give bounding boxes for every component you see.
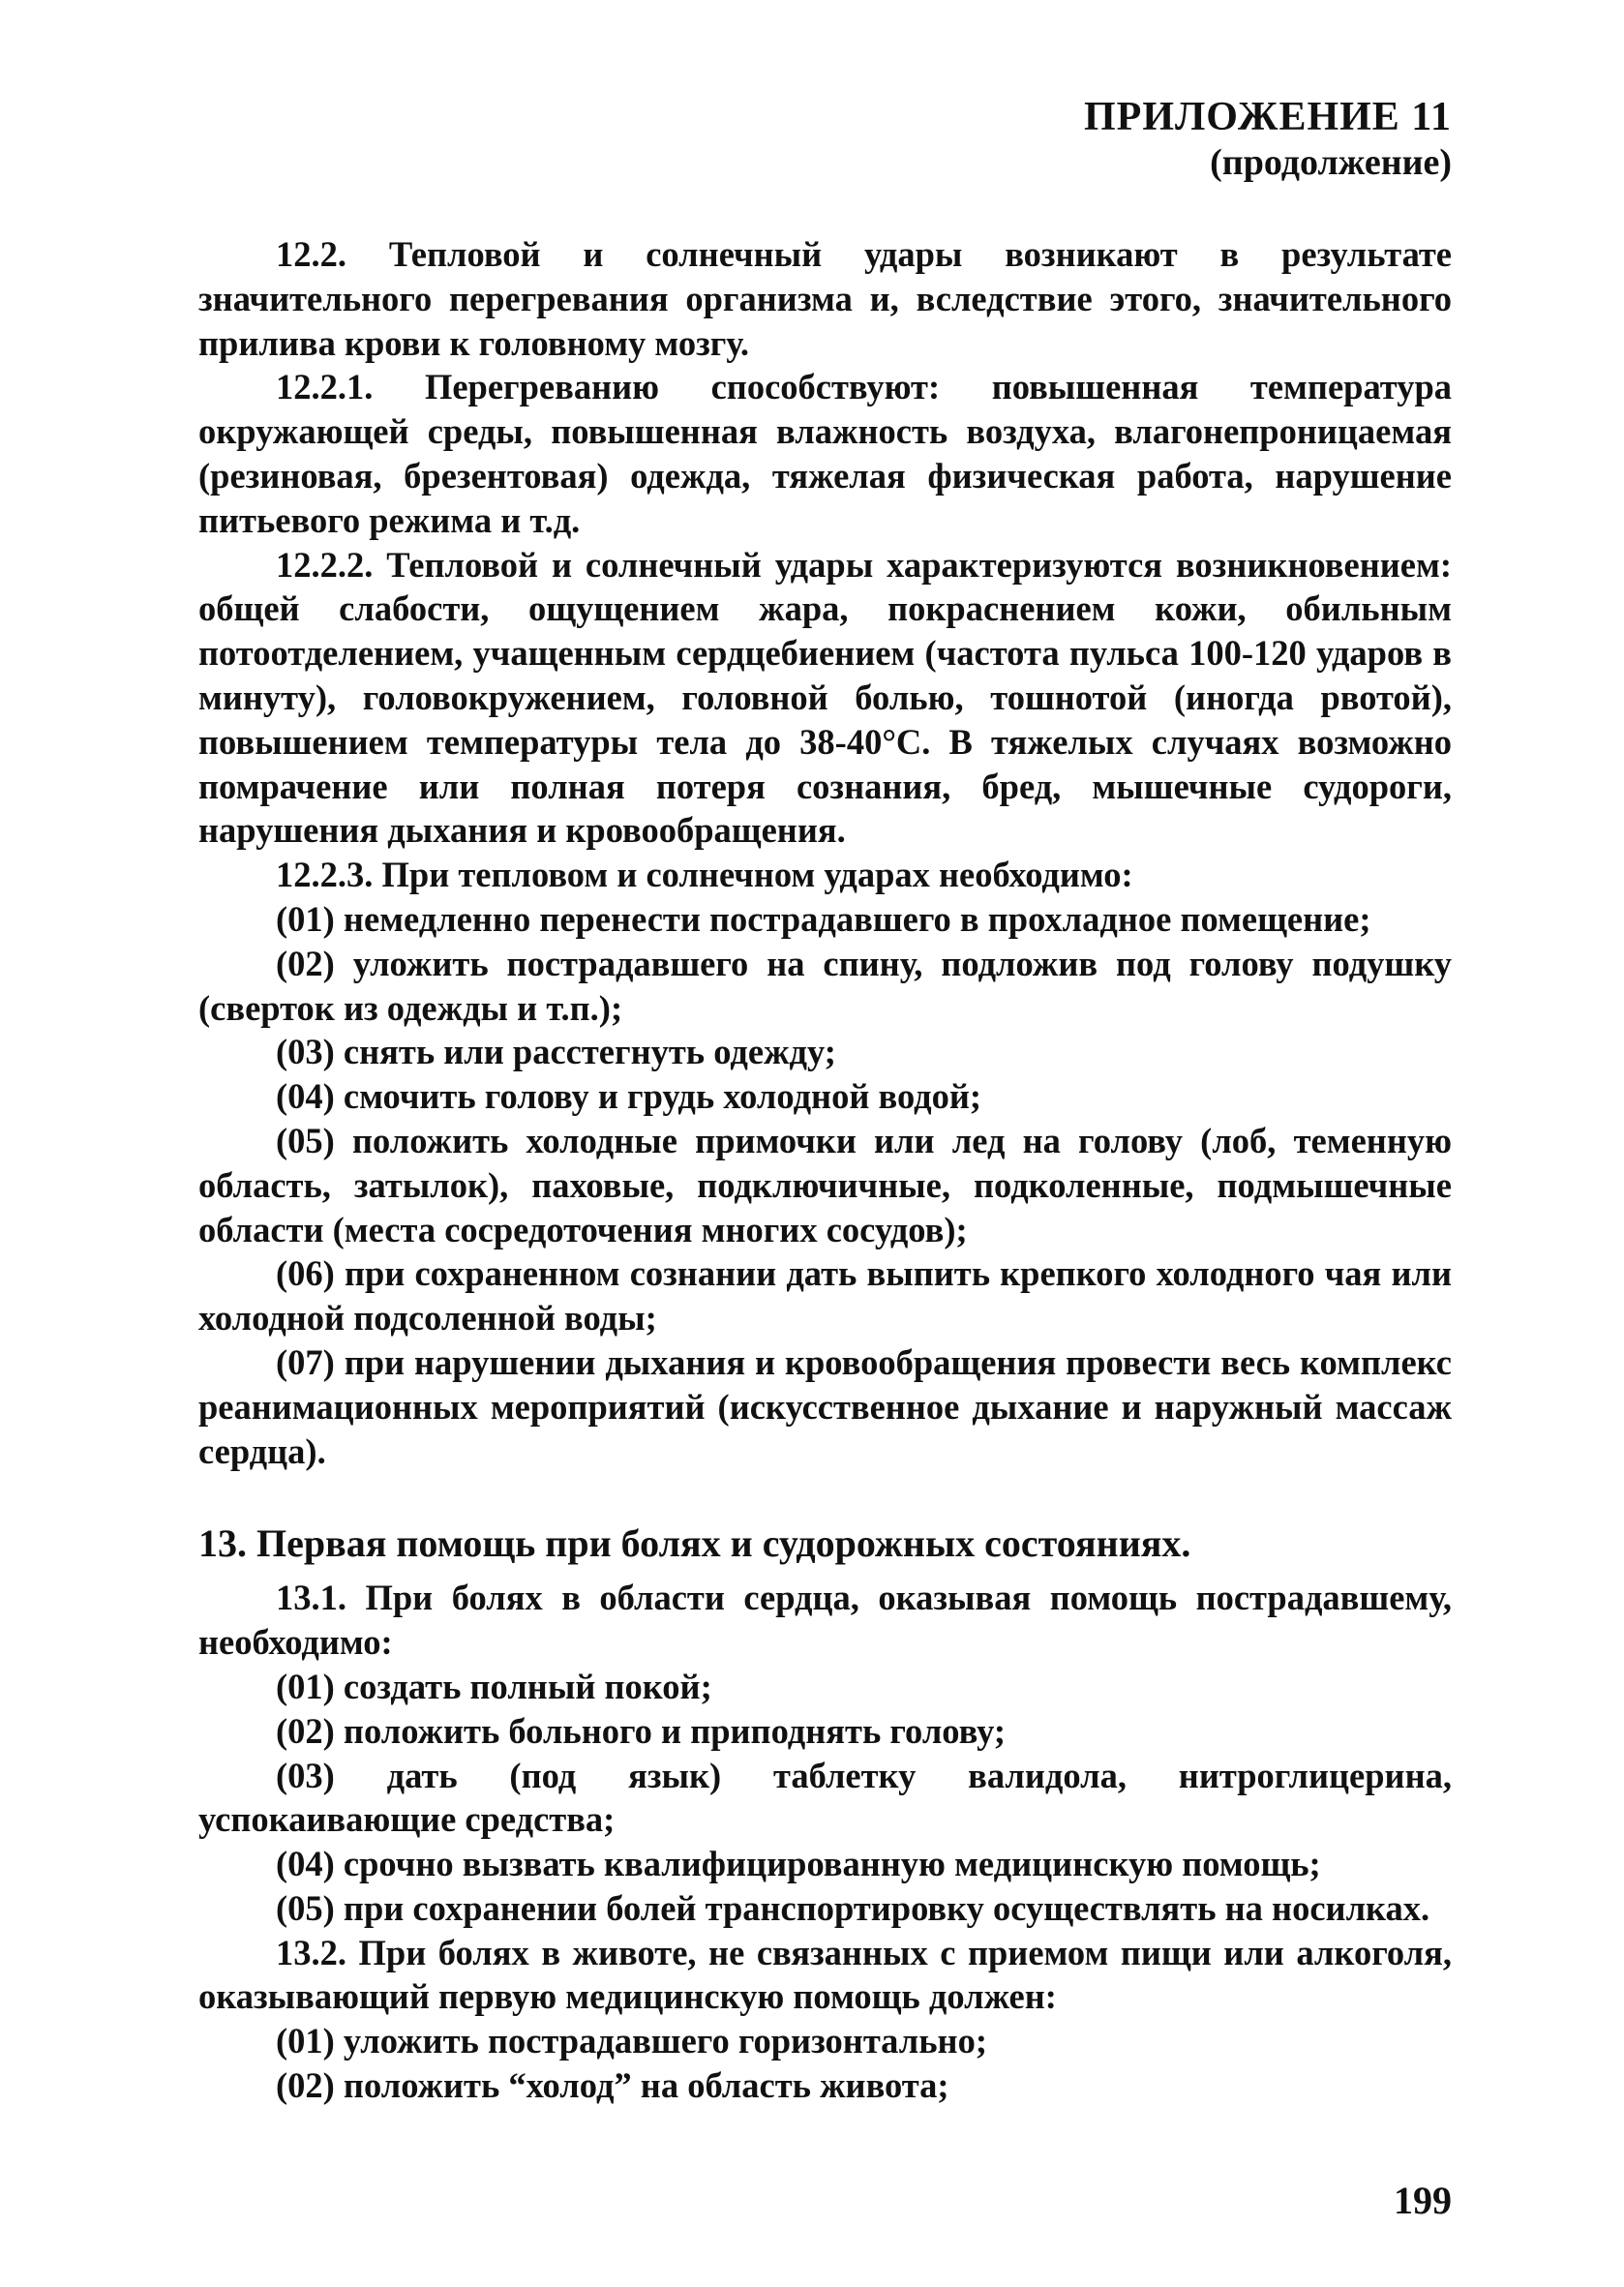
appendix-continuation: (продолжение): [1210, 142, 1452, 184]
list-item-13-1-03: (03) дать (под язык) таблетку валидола, нитроглицерина, успокаивающие средства;: [198, 1755, 1452, 1840]
paragraph-13-2: 13.2. При болях в животе, не связанных с приемом пищи или алкоголя, оказывающий первую медицинскую помощь должен:: [198, 1932, 1452, 2017]
section-13-heading: 13. Первая помощь при болях и судорожных состояниях.: [198, 1521, 1191, 1566]
list-item-13-1-04: (04) срочно вызвать квалифицированную медицинскую помощь;: [276, 1844, 1321, 1884]
list-item-01: (01) немедленно перенести пострадавшего в прохладное помещение;: [276, 898, 1371, 939]
list-item-13-1-05: (05) при сохранении болей транспортировку осуществлять на носилках.: [276, 1887, 1430, 1928]
list-item-13-2-02: (02) положить “холод” на область живота;: [276, 2065, 949, 2106]
paragraph-13-1: 13.1. При болях в области сердца, оказывая помощь пострадавшему, необходимо:: [198, 1578, 1452, 1663]
list-item-13-2-01: (01) уложить пострадавшего горизонтально;: [276, 2021, 987, 2061]
paragraph-12-2-1: 12.2.1. Перегреванию способствуют: повышенная температура окружающей среды, повышенная влажность воздуха, влагонепроницаемая (резиновая, брезентовая) одежда, тяжелая физическая работа, нарушение питьевого режима и т.д.: [198, 367, 1452, 540]
list-item-02: (02) уложить пострадавшего на спину, подложив под голову подушку (сверток из одежды и т.п.);: [198, 943, 1452, 1028]
list-item-13-1-02: (02) положить больного и приподнять голову;: [276, 1710, 1007, 1751]
page-content: [198, 232, 1452, 2108]
list-item-13-1-01: (01) создать полный покой;: [276, 1666, 712, 1706]
appendix-header: [1084, 93, 1452, 186]
list-item-07: (07) при нарушении дыхания и кровообращения провести весь комплекс реанимационных мероприятий (искусственное дыхание и наружный массаж сердца).: [198, 1341, 1452, 1471]
page-number: 199: [1394, 2179, 1452, 2222]
list-item-05: (05) положить холодные примочки или лед на голову (лоб, теменную область, затылок), паховые, подключичные, подколенные, подмышечные области (места сосредоточения многих сосудов);: [198, 1120, 1452, 1249]
list-item-04: (04) смочить голову и грудь холодной водой;: [276, 1076, 982, 1117]
paragraph-12-2: 12.2. Тепловой и солнечный удары возникают в результате значительного перегревания организма и, вследствие этого, значительного прилива крови к головному мозгу.: [198, 234, 1452, 363]
list-item-03: (03) снять или расстегнуть одежду;: [276, 1032, 836, 1072]
paragraph-12-2-3: 12.2.3. При тепловом и солнечном ударах необходимо:: [276, 855, 1133, 895]
paragraph-12-2-2: 12.2.2. Тепловой и солнечный удары характеризуются возникновением: общей слабости, ощущением жара, покраснением кожи, обильным потоотделением, учащенным сердцебиением (частота пульса 100-120 ударов в минуту), головокружением, головной болью, тошнотой (иногда рвотой), повышением температуры тела до 38-40°С. В тяжелых случаях возможно помрачение или полная потеря сознания, бред, мышечные судороги, нарушения дыхания и кровообращения.: [198, 544, 1452, 851]
list-item-06: (06) при сохраненном сознании дать выпить крепкого холодного чая или холодной подсоленной воды;: [198, 1253, 1452, 1339]
appendix-title: ПРИЛОЖЕНИЕ 11: [1084, 95, 1452, 139]
